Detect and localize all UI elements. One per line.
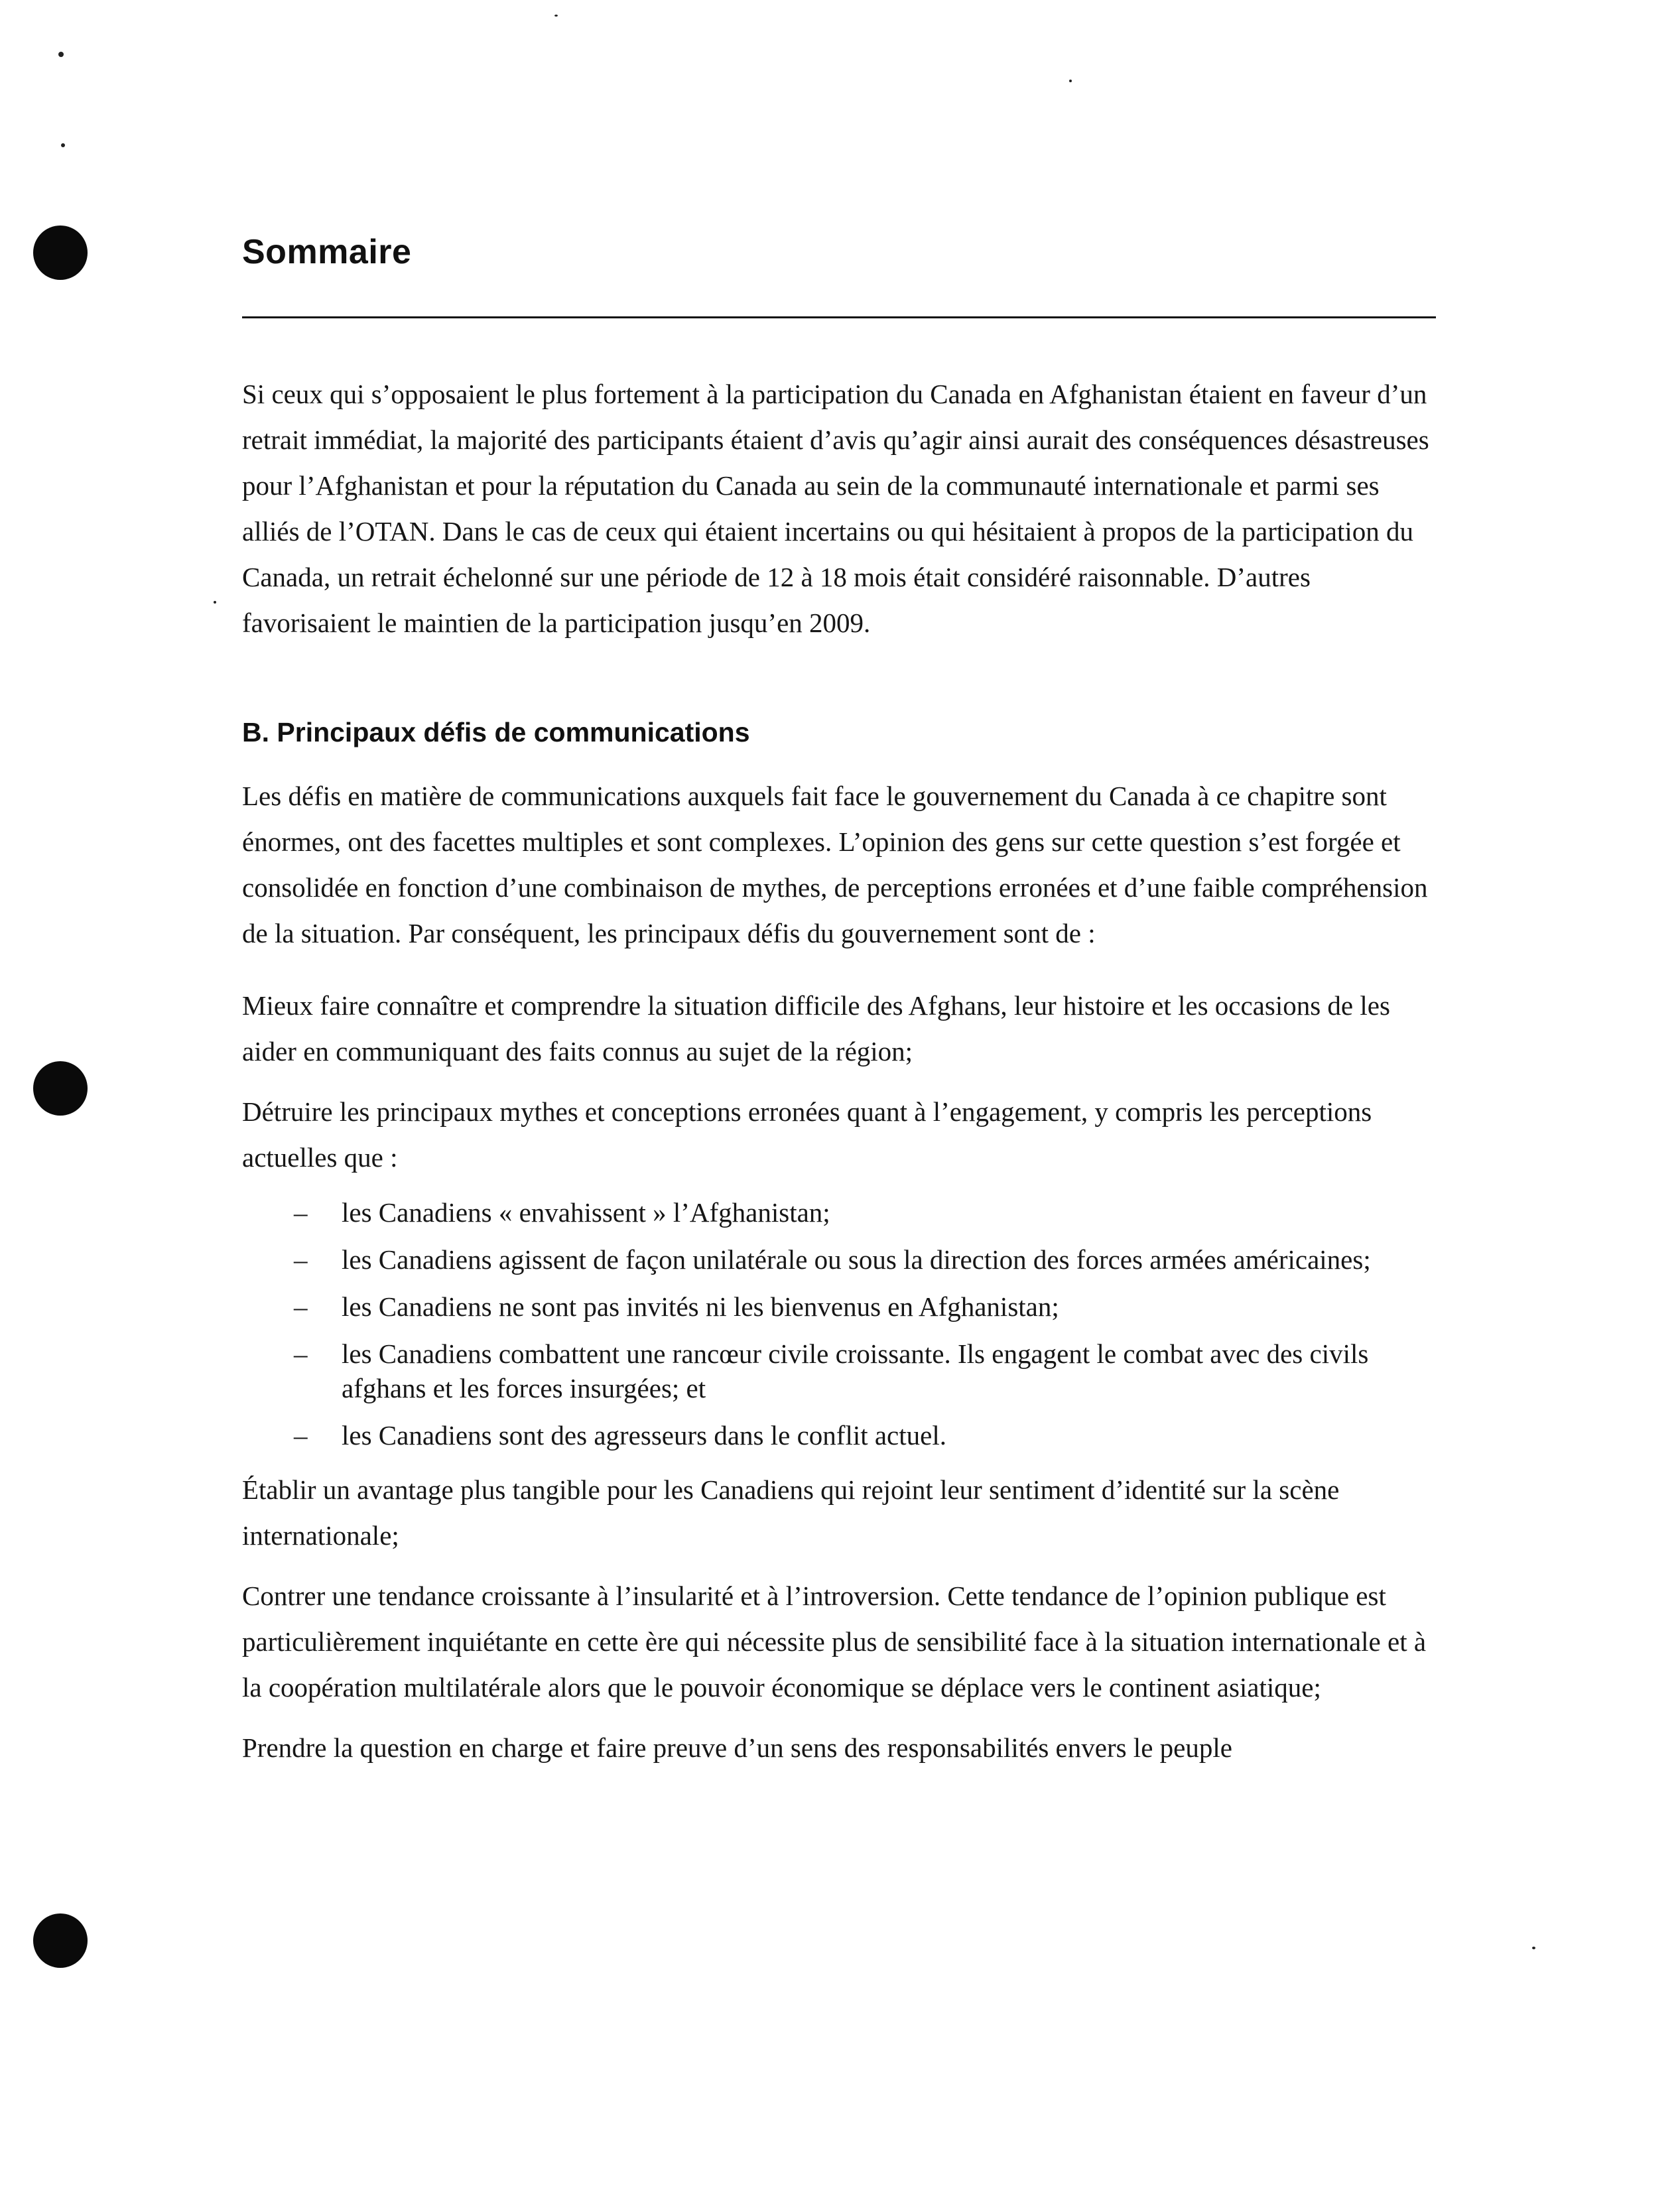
section-heading: B. Principaux défis de communications	[242, 717, 750, 747]
challenge-paragraph: Détruire les principaux mythes et conceptions erronées quant à l’engagement, y compris les perceptions actuelles que :	[242, 1096, 1372, 1173]
list-item-text: les Canadiens combattent une rancœur civile croissante. Ils engagent le combat avec des civils afghans et les forces insurgées; et	[342, 1338, 1369, 1403]
list-item-text: les Canadiens ne sont pas invités ni les bienvenus en Afghanistan;	[342, 1291, 1059, 1322]
scan-speck	[1069, 80, 1072, 82]
scan-speck	[554, 15, 558, 17]
list-item	[242, 1289, 1436, 1324]
document-body	[242, 371, 1436, 1785]
challenge-paragraph: Prendre la question en charge et faire preuve d’un sens des responsabilités envers le peuple	[242, 1732, 1232, 1763]
intro-paragraph: Si ceux qui s’opposaient le plus fortement à la participation du Canada en Afghanistan étaient en faveur d’un retrait immédiat, la majorité des participants étaient d’avis qu’agir ainsi aurait des conséquences désastreuses pour l’Afghanistan et pour la réputation du Canada au sein de la communauté internationale et parmi ses alliés de l’OTAN. Dans le cas de ceux qui étaient incertains ou qui hésitaient à propos de la participation du Canada, un retrait échelonné sur une période de 12 à 18 mois était considéré raisonnable. D’autres favorisaient le maintien de la participation jusqu’en 2009.	[242, 379, 1429, 638]
list-item	[242, 1336, 1436, 1405]
title-divider	[242, 316, 1436, 318]
dash-marker: –	[294, 1420, 308, 1451]
dash-marker: –	[294, 1291, 308, 1322]
challenge-paragraph: Mieux faire connaître et comprendre la situation difficile des Afghans, leur histoire et les occasions de les aider en communiquant des faits connus au sujet de la région;	[242, 990, 1390, 1067]
myths-list	[242, 1195, 1436, 1453]
challenge-paragraph: Contrer une tendance croissante à l’insularité et à l’introversion. Cette tendance de l’opinion publique est particulièrement inquiétante en cette ère qui nécessite plus de sensibilité face à la situation internationale et à la coopération multilatérale alors que le pouvoir économique se déplace vers le continent asiatique;	[242, 1581, 1427, 1703]
scan-speck	[61, 143, 65, 147]
dash-marker: –	[294, 1197, 308, 1228]
dash-marker: –	[294, 1338, 308, 1369]
scan-speck	[58, 52, 64, 57]
list-item	[242, 1242, 1436, 1277]
page-title: Sommaire	[242, 233, 412, 271]
list-item	[242, 1418, 1436, 1453]
section-intro-paragraph: Les défis en matière de communications auxquels fait face le gouvernement du Canada à ce chapitre sont énormes, ont des facettes multiples et sont complexes. L’opinion des gens sur cette question s’est forgée et consolidée en fonction d’une combinaison de mythes, de perceptions erronées et d’une faible compréhension de la situation. Par conséquent, les principaux défis du gouvernement sont de :	[242, 781, 1428, 948]
list-item-text: les Canadiens agissent de façon unilatérale ou sous la direction des forces armées américaines;	[342, 1244, 1371, 1275]
scan-speck	[214, 601, 216, 604]
list-item	[242, 1195, 1436, 1230]
list-item-text: les Canadiens « envahissent » l’Afghanistan;	[342, 1197, 830, 1228]
list-item-text: les Canadiens sont des agresseurs dans le conflit actuel.	[342, 1420, 946, 1451]
binder-hole	[33, 226, 88, 280]
binder-hole	[33, 1913, 88, 1968]
dash-marker: –	[294, 1244, 308, 1275]
binder-hole	[33, 1061, 88, 1116]
scan-speck	[1532, 1947, 1535, 1949]
challenge-paragraph: Établir un avantage plus tangible pour les Canadiens qui rejoint leur sentiment d’identité sur la scène internationale;	[242, 1474, 1340, 1551]
